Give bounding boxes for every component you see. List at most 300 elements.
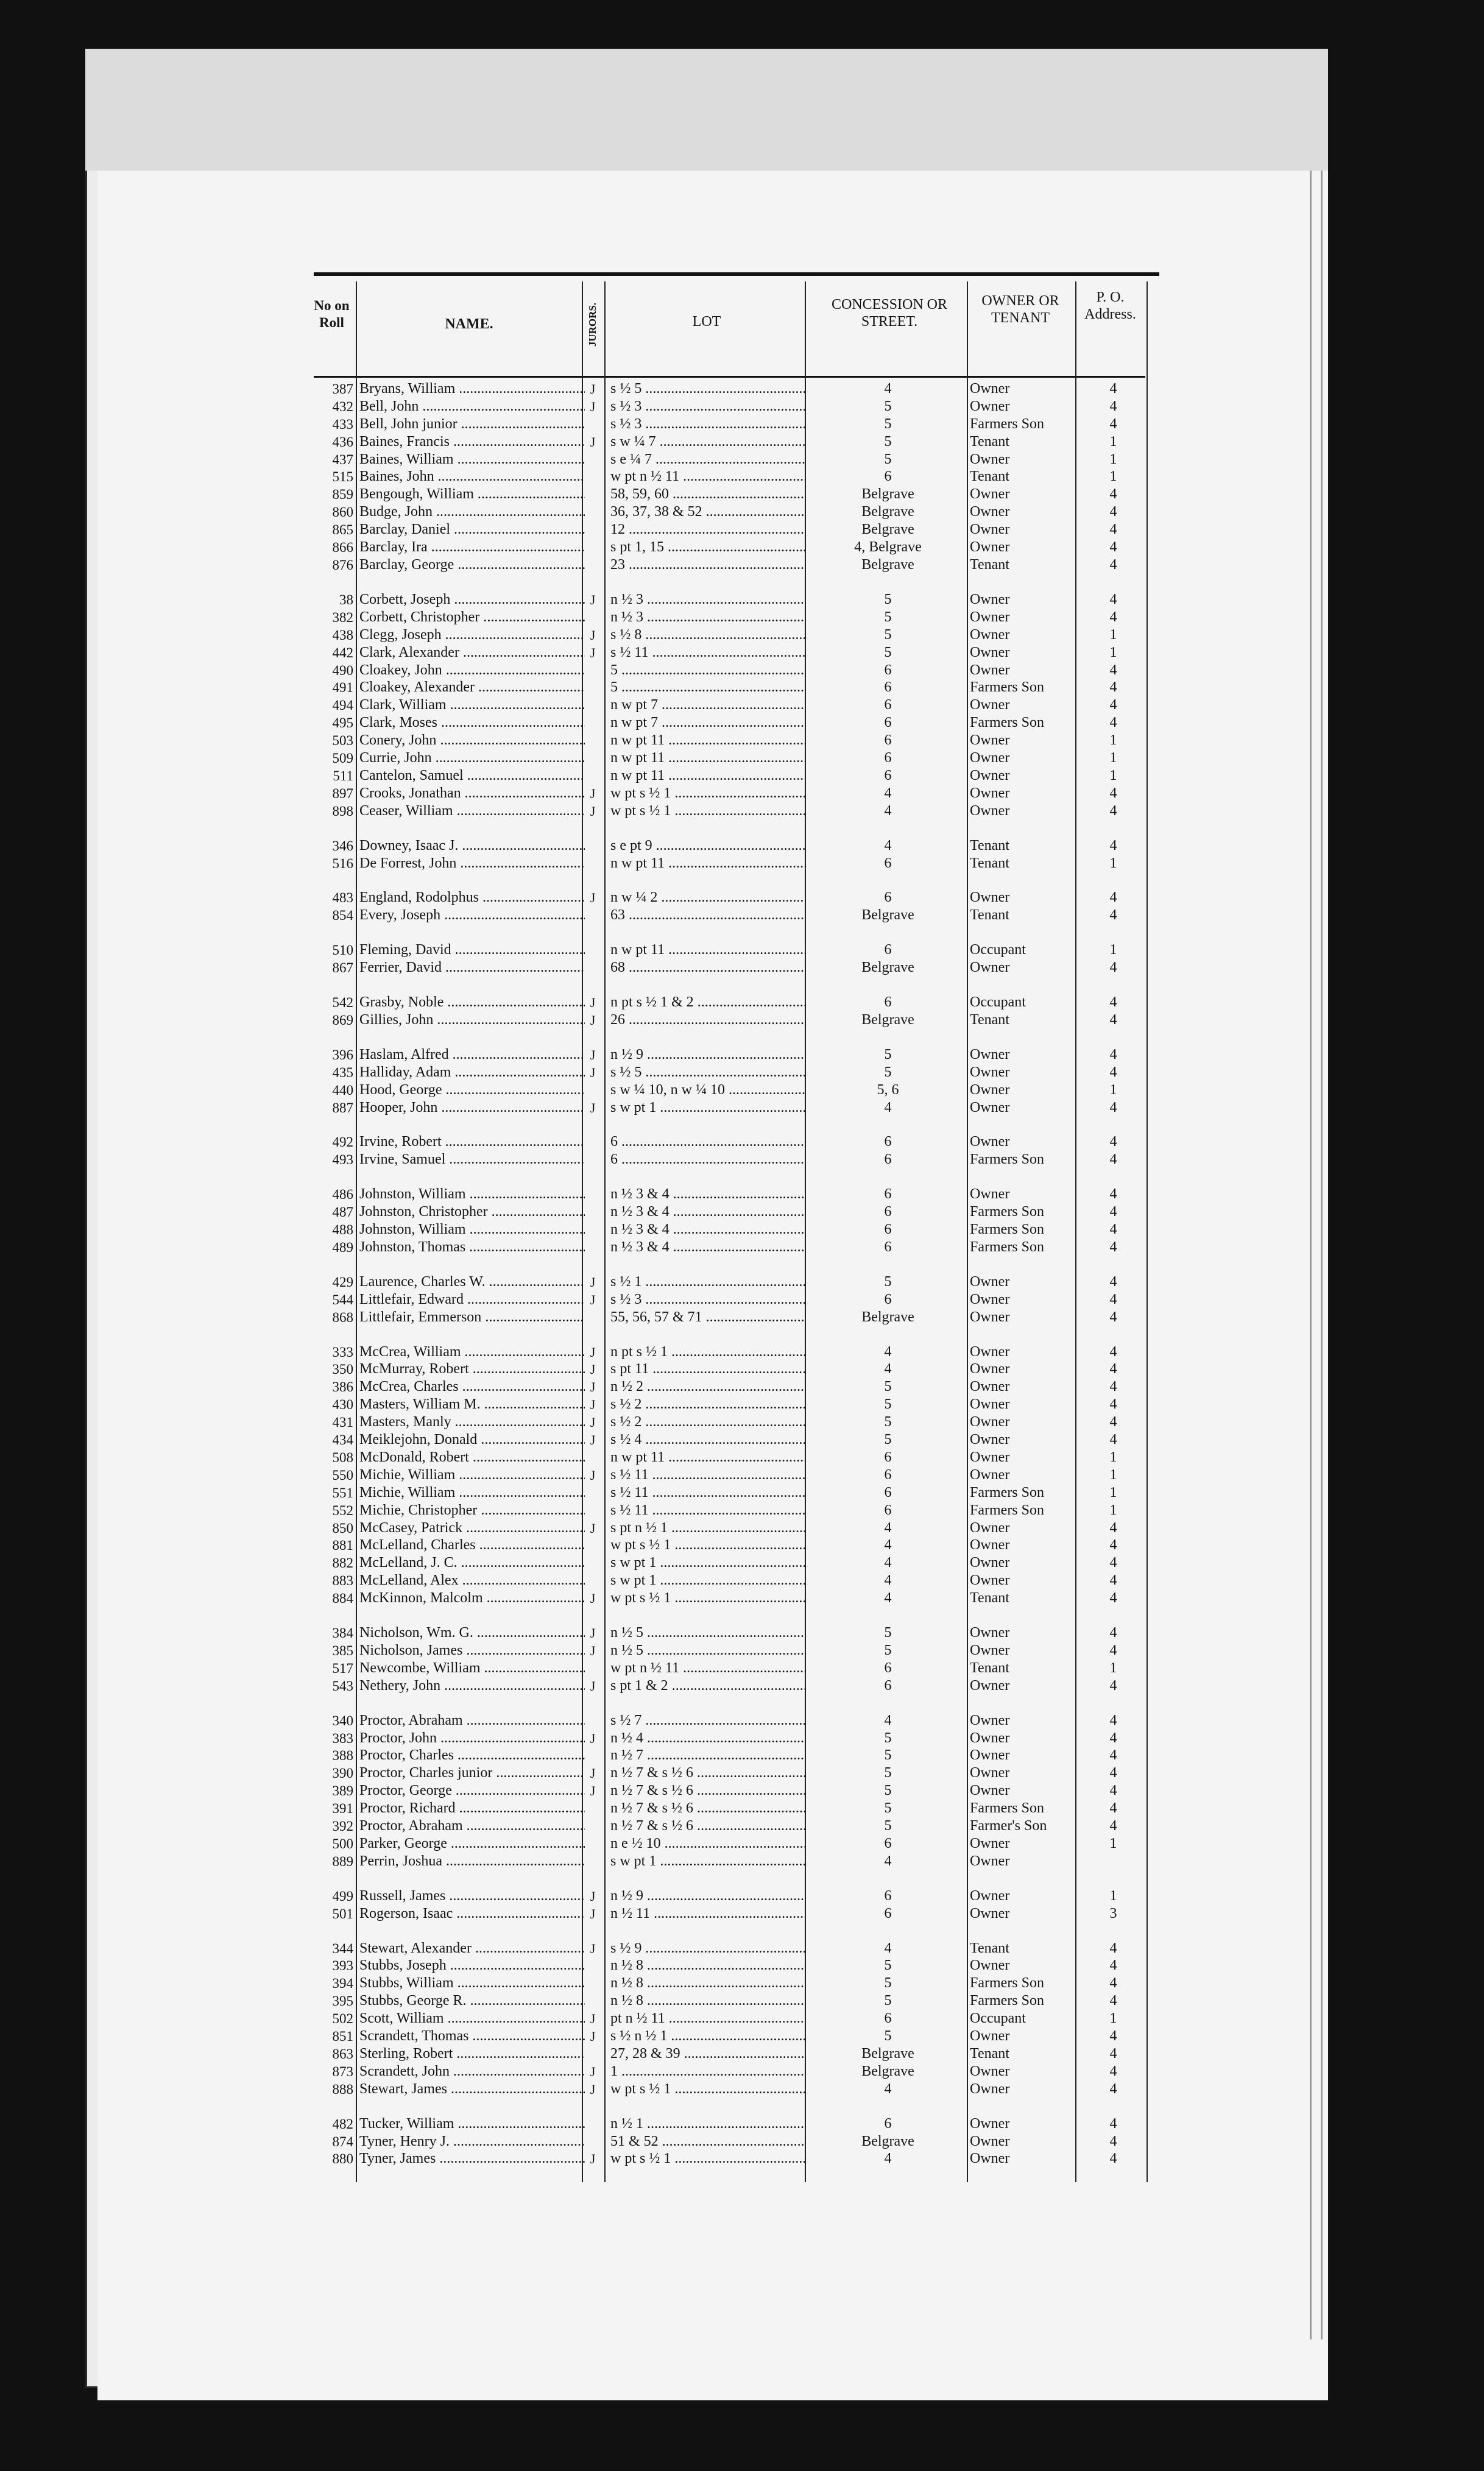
lot-cell: s ½ 3 .....: [610, 415, 805, 433]
owner-tenant-cell: Owner: [970, 398, 1010, 414]
roll-number: 888: [332, 2082, 353, 2097]
lot-cell: n ½ 4 .....: [610, 1730, 805, 1747]
roll-number: 543: [332, 1678, 353, 1694]
name-cell: Nethery, John .....: [359, 1677, 585, 1695]
lot-cell: s ½ 11 .....: [610, 1466, 805, 1484]
roll-number: 392: [332, 1819, 353, 1834]
lot-cell: n ½ 11 .....: [610, 1905, 805, 1923]
roll-number: 851: [332, 2029, 353, 2044]
roll-number: 869: [332, 1013, 353, 1028]
po-address-cell: 4: [1109, 1783, 1117, 1798]
roll-number: 499: [332, 1889, 353, 1904]
owner-tenant-cell: Owner: [970, 539, 1010, 555]
owner-tenant-cell: Tenant: [970, 1940, 1009, 1956]
name-cell: Barclay, Ira .....: [359, 539, 585, 556]
concession-cell: 6: [884, 1186, 892, 1202]
juror-mark: J: [590, 1678, 596, 1694]
lot-cell: s pt 11 .....: [610, 1360, 805, 1378]
roll-number: 493: [332, 1152, 353, 1167]
concession-cell: 5: [884, 1800, 892, 1816]
lot-cell: n ½ 8 .....: [610, 1974, 805, 1992]
concession-cell: Belgrave: [861, 960, 914, 975]
po-address-cell: 1: [1109, 627, 1117, 643]
concession-cell: 4: [884, 1555, 892, 1571]
header-no-on-roll: No on Roll: [314, 298, 350, 330]
name-cell: Hood, George .....: [359, 1081, 585, 1099]
concession-cell: 4: [884, 1520, 892, 1536]
lot-cell: n ½ 5 .....: [610, 1642, 805, 1660]
name-cell: Rogerson, Isaac .....: [359, 1905, 585, 1923]
owner-tenant-cell: Owner: [970, 1555, 1010, 1571]
roll-number: 430: [332, 1397, 353, 1412]
roll-number: 881: [332, 1538, 353, 1553]
owner-tenant-cell: Owner: [970, 1836, 1010, 1851]
name-cell: Tucker, William .....: [359, 2115, 585, 2133]
roll-number: 387: [332, 381, 353, 397]
po-address-cell: 4: [1109, 1012, 1117, 1028]
lot-cell: 6 .....: [610, 1151, 805, 1168]
name-cell: McKinnon, Malcolm .....: [359, 1589, 585, 1607]
concession-cell: 6: [884, 1221, 892, 1237]
roll-number: 867: [332, 960, 353, 975]
owner-tenant-cell: Owner: [970, 697, 1010, 713]
lot-cell: n ½ 7 & s ½ 6 .....: [610, 1782, 805, 1800]
juror-mark: J: [590, 1397, 596, 1412]
juror-mark: J: [590, 2082, 596, 2097]
concession-cell: 4: [884, 381, 892, 397]
roll-number: 490: [332, 663, 353, 678]
owner-tenant-cell: Owner: [970, 2116, 1010, 2132]
roll-number: 38: [339, 592, 353, 607]
owner-tenant-cell: Tenant: [970, 1012, 1009, 1028]
po-address-cell: 4: [1109, 1414, 1117, 1430]
concession-cell: 6: [884, 1906, 892, 1921]
name-cell: Grasby, Noble .....: [359, 994, 585, 1011]
juror-mark: J: [590, 1766, 596, 1781]
owner-tenant-cell: Owner: [970, 1309, 1010, 1325]
name-cell: Stubbs, George R. .....: [359, 1992, 585, 2010]
roll-number: 515: [332, 469, 353, 484]
po-address-cell: 4: [1109, 994, 1117, 1010]
roll-number: 396: [332, 1047, 353, 1062]
po-address-cell: 4: [1109, 2133, 1117, 2149]
lot-cell: n w pt 11 .....: [610, 1449, 805, 1466]
juror-mark: J: [590, 1345, 596, 1360]
owner-tenant-cell: Owner: [970, 609, 1010, 625]
concession-cell: 6: [884, 1239, 892, 1255]
po-address-cell: 1: [1109, 732, 1117, 748]
lot-cell: s ½ 4 .....: [610, 1431, 805, 1449]
owner-tenant-cell: Owner: [970, 1292, 1010, 1307]
name-cell: Ceaser, William .....: [359, 802, 585, 820]
lot-cell: 1 .....: [610, 2063, 805, 2080]
name-cell: Littlefair, Edward .....: [359, 1291, 585, 1309]
po-address-cell: 1: [1109, 1467, 1117, 1483]
name-cell: Littlefair, Emmerson .....: [359, 1309, 585, 1326]
lot-cell: n ½ 9 .....: [610, 1046, 805, 1064]
po-address-cell: 4: [1109, 960, 1117, 975]
juror-mark: J: [590, 1379, 596, 1395]
juror-mark: J: [590, 2011, 596, 2026]
name-cell: Every, Joseph .....: [359, 907, 585, 924]
owner-tenant-cell: Owner: [970, 1396, 1010, 1412]
name-cell: Cantelon, Samuel .....: [359, 767, 585, 785]
owner-tenant-cell: Tenant: [970, 855, 1009, 871]
roll-number: 386: [332, 1379, 353, 1395]
po-address-cell: 4: [1109, 398, 1117, 414]
owner-tenant-cell: Owner: [970, 1713, 1010, 1728]
po-address-cell: 4: [1109, 838, 1117, 854]
owner-tenant-cell: Tenant: [970, 468, 1009, 484]
name-cell: Sterling, Robert .....: [359, 2045, 585, 2063]
roll-number: 873: [332, 2064, 353, 2079]
owner-tenant-cell: Owner: [970, 1642, 1010, 1658]
roll-number: 495: [332, 715, 353, 730]
lot-cell: w pt s ½ 1 .....: [610, 1536, 805, 1554]
concession-cell: 6: [884, 2116, 892, 2132]
name-cell: Corbett, Christopher .....: [359, 609, 585, 626]
name-cell: Parker, George .....: [359, 1835, 585, 1853]
roll-number: 384: [332, 1625, 353, 1641]
lot-cell: n ½ 3 & 4 .....: [610, 1239, 805, 1256]
po-address-cell: 4: [1109, 2116, 1117, 2132]
owner-tenant-cell: Owner: [970, 381, 1010, 397]
concession-cell: Belgrave: [861, 2046, 914, 2062]
po-address-cell: 4: [1109, 1625, 1117, 1641]
concession-cell: 5: [884, 1642, 892, 1658]
owner-tenant-cell: Owner: [970, 1344, 1010, 1360]
name-cell: England, Rodolphus .....: [359, 889, 585, 907]
roll-number: 393: [332, 1958, 353, 1973]
roll-number: 394: [332, 1976, 353, 1991]
name-cell: Baines, John .....: [359, 468, 585, 486]
owner-tenant-cell: Owner: [970, 1186, 1010, 1202]
name-cell: Masters, William M. .....: [359, 1396, 585, 1413]
concession-cell: 5: [884, 627, 892, 643]
po-address-cell: 4: [1109, 1975, 1117, 1991]
concession-cell: 4: [884, 1713, 892, 1728]
roll-number: 350: [332, 1362, 353, 1377]
po-address-cell: 4: [1109, 803, 1117, 819]
po-address-cell: 3: [1109, 1906, 1117, 1921]
concession-cell: Belgrave: [861, 521, 914, 537]
po-address-cell: 1: [1109, 768, 1117, 783]
owner-tenant-cell: Tenant: [970, 434, 1009, 450]
po-address-cell: 4: [1109, 1361, 1117, 1377]
owner-tenant-cell: Farmers Son: [970, 416, 1044, 432]
po-address-cell: 4: [1109, 504, 1117, 520]
owner-tenant-cell: Owner: [970, 1467, 1010, 1483]
concession-cell: 5: [884, 451, 892, 467]
po-address-cell: 4: [1109, 1730, 1117, 1746]
owner-tenant-cell: Farmers Son: [970, 1800, 1044, 1816]
owner-tenant-cell: Farmers Son: [970, 679, 1044, 695]
concession-cell: 6: [884, 855, 892, 871]
concession-cell: 5: [884, 2028, 892, 2044]
po-address-cell: 4: [1109, 2028, 1117, 2044]
lot-cell: s ½ 3 .....: [610, 398, 805, 415]
concession-cell: Belgrave: [861, 2063, 914, 2079]
owner-tenant-cell: Farmers Son: [970, 1502, 1044, 1518]
name-cell: Perrin, Joshua .....: [359, 1853, 585, 1870]
owner-tenant-cell: Owner: [970, 627, 1010, 643]
lot-cell: s ½ 11 .....: [610, 1484, 805, 1502]
lot-cell: 55, 56, 57 & 71 .....: [610, 1309, 805, 1326]
lot-cell: n ½ 2 .....: [610, 1378, 805, 1396]
lot-cell: w pt s ½ 1 .....: [610, 785, 805, 802]
name-cell: De Forrest, John .....: [359, 855, 585, 872]
lot-cell: n e ½ 10 .....: [610, 1835, 805, 1853]
lot-cell: 58, 59, 60 .....: [610, 486, 805, 503]
roll-number: 489: [332, 1240, 353, 1255]
roll-number: 508: [332, 1450, 353, 1465]
name-cell: Bell, John .....: [359, 398, 585, 415]
juror-mark: J: [590, 627, 596, 643]
owner-tenant-cell: Owner: [970, 1625, 1010, 1641]
name-cell: Stewart, James .....: [359, 2080, 585, 2098]
owner-tenant-cell: Owner: [970, 960, 1010, 975]
concession-cell: 5: [884, 416, 892, 432]
concession-cell: 6: [884, 1485, 892, 1501]
owner-tenant-cell: Owner: [970, 1082, 1010, 1098]
concession-cell: 5: [884, 592, 892, 607]
po-address-cell: 1: [1109, 451, 1117, 467]
name-cell: Barclay, George .....: [359, 556, 585, 574]
concession-cell: 5, 6: [877, 1082, 899, 1098]
roll-number: 333: [332, 1345, 353, 1360]
po-address-cell: 4: [1109, 1379, 1117, 1395]
roll-number: 550: [332, 1468, 353, 1483]
roll-number: 552: [332, 1503, 353, 1518]
roll-number: 486: [332, 1187, 353, 1202]
lot-cell: 5 .....: [610, 662, 805, 679]
po-address-cell: 1: [1109, 1449, 1117, 1465]
juror-mark: J: [590, 434, 596, 450]
concession-cell: 6: [884, 697, 892, 713]
juror-mark: J: [590, 1274, 596, 1290]
lot-cell: w pt s ½ 1 .....: [610, 802, 805, 820]
name-cell: Budge, John .....: [359, 503, 585, 521]
roll-number: 346: [332, 838, 353, 854]
po-address-cell: 4: [1109, 1537, 1117, 1553]
po-address-cell: 4: [1109, 1993, 1117, 2009]
concession-cell: 4: [884, 1853, 892, 1869]
header-name: NAME.: [445, 316, 493, 332]
roll-number: 437: [332, 452, 353, 467]
lot-cell: n ½ 8 .....: [610, 1957, 805, 1974]
concession-cell: 6: [884, 994, 892, 1010]
owner-tenant-cell: Owner: [970, 889, 1010, 905]
roll-number: 551: [332, 1485, 353, 1501]
po-address-cell: 4: [1109, 1572, 1117, 1588]
concession-cell: 6: [884, 1151, 892, 1167]
roll-number: 884: [332, 1591, 353, 1606]
po-address-cell: 4: [1109, 1151, 1117, 1167]
lot-cell: 51 & 52 .....: [610, 2133, 805, 2151]
lot-cell: s ½ n ½ 1 .....: [610, 2027, 805, 2045]
header-concession: CONCESSION OR STREET.: [831, 297, 948, 330]
roll-number: 883: [332, 1573, 353, 1588]
owner-tenant-cell: Owner: [970, 592, 1010, 607]
name-cell: Clark, William .....: [359, 696, 585, 714]
lot-cell: n ½ 1 .....: [610, 2115, 805, 2133]
po-address-cell: 1: [1109, 1502, 1117, 1518]
lot-cell: s e pt 9 .....: [610, 837, 805, 855]
owner-tenant-cell: Occupant: [970, 2010, 1026, 2026]
header-po-address: P. O. Address.: [1084, 289, 1136, 322]
name-cell: McLelland, Alex .....: [359, 1572, 585, 1589]
concession-cell: 6: [884, 1449, 892, 1465]
name-cell: Proctor, John .....: [359, 1730, 585, 1747]
roll-number: 866: [332, 540, 353, 555]
concession-cell: 5: [884, 1975, 892, 1991]
po-address-cell: 4: [1109, 1396, 1117, 1412]
roll-number: 433: [332, 417, 353, 432]
concession-cell: 5: [884, 645, 892, 660]
concession-cell: 4: [884, 1361, 892, 1377]
juror-mark: J: [590, 2151, 596, 2166]
owner-tenant-cell: Owner: [970, 1100, 1010, 1115]
po-address-cell: 4: [1109, 1800, 1117, 1816]
lot-cell: s ½ 3 .....: [610, 1291, 805, 1309]
concession-cell: 6: [884, 768, 892, 783]
name-cell: Johnston, William .....: [359, 1221, 585, 1239]
po-address-cell: 4: [1109, 521, 1117, 537]
roll-number: 432: [332, 399, 353, 414]
po-address-cell: 1: [1109, 2010, 1117, 2026]
name-cell: Laurence, Charles W. .....: [359, 1273, 585, 1291]
owner-tenant-cell: Tenant: [970, 2046, 1009, 2062]
lot-cell: 63 .....: [610, 907, 805, 924]
po-address-cell: 4: [1109, 1678, 1117, 1694]
po-address-cell: 4: [1109, 486, 1117, 502]
lot-cell: n ½ 3 & 4 .....: [610, 1186, 805, 1203]
owner-tenant-cell: Owner: [970, 645, 1010, 660]
concession-cell: 6: [884, 1204, 892, 1220]
lot-cell: 36, 37, 38 & 52 .....: [610, 503, 805, 521]
po-address-cell: 4: [1109, 2063, 1117, 2079]
po-address-cell: 4: [1109, 381, 1117, 397]
concession-cell: 6: [884, 889, 892, 905]
lot-cell: n ½ 3 .....: [610, 591, 805, 609]
roll-number: 383: [332, 1731, 353, 1746]
roll-number: 503: [332, 733, 353, 748]
juror-mark: J: [590, 1362, 596, 1377]
roll-number: 494: [332, 698, 353, 713]
owner-tenant-cell: Owner: [970, 2081, 1010, 2097]
lot-cell: n w ¼ 2 .....: [610, 889, 805, 907]
po-address-cell: 1: [1109, 1888, 1117, 1904]
roll-number: 438: [332, 627, 353, 643]
roll-number: 511: [333, 768, 353, 783]
po-address-cell: 4: [1109, 539, 1117, 555]
juror-mark: J: [590, 1941, 596, 1956]
concession-cell: 5: [884, 1993, 892, 2009]
roll-number: 509: [332, 751, 353, 766]
roll-number: 876: [332, 557, 353, 573]
juror-mark: J: [590, 1013, 596, 1028]
name-cell: Scrandett, John .....: [359, 2063, 585, 2080]
name-cell: Michie, William .....: [359, 1484, 585, 1502]
juror-mark: J: [590, 592, 596, 607]
name-cell: Downey, Isaac J. .....: [359, 837, 585, 855]
juror-mark: J: [590, 890, 596, 905]
juror-mark: J: [590, 1415, 596, 1430]
owner-tenant-cell: Owner: [970, 521, 1010, 537]
name-cell: Clark, Alexander .....: [359, 644, 585, 662]
lot-cell: s ½ 8 .....: [610, 626, 805, 644]
lot-cell: n ½ 7 & s ½ 6 .....: [610, 1817, 805, 1835]
owner-tenant-cell: Owner: [970, 1537, 1010, 1553]
concession-cell: 5: [884, 1957, 892, 1973]
roll-number: 435: [332, 1065, 353, 1080]
concession-cell: 5: [884, 1747, 892, 1763]
concession-cell: 6: [884, 1134, 892, 1150]
lot-cell: 23 .....: [610, 556, 805, 574]
po-address-cell: 4: [1109, 679, 1117, 695]
lot-cell: n w pt 11 .....: [610, 749, 805, 767]
name-cell: McCasey, Patrick .....: [359, 1519, 585, 1537]
roll-number: 436: [332, 434, 353, 450]
name-cell: Cloakey, John .....: [359, 662, 585, 679]
concession-cell: 4: [884, 2081, 892, 2097]
po-address-cell: 1: [1109, 750, 1117, 766]
juror-mark: J: [590, 399, 596, 414]
concession-cell: Belgrave: [861, 907, 914, 923]
roll-number: 487: [332, 1204, 353, 1220]
owner-tenant-cell: Farmers Son: [970, 1975, 1044, 1991]
lot-cell: n ½ 3 .....: [610, 609, 805, 626]
roll-number: 854: [332, 908, 353, 923]
roll-number: 502: [332, 2011, 353, 2026]
name-cell: McCrea, Charles .....: [359, 1378, 585, 1396]
name-cell: Meiklejohn, Donald .....: [359, 1431, 585, 1449]
name-cell: Conery, John .....: [359, 732, 585, 749]
owner-tenant-cell: Owner: [970, 1274, 1010, 1290]
roll-number: 391: [332, 1801, 353, 1816]
po-address-cell: 4: [1109, 2151, 1117, 2166]
owner-tenant-cell: Owner: [970, 2028, 1010, 2044]
juror-mark: J: [590, 1889, 596, 1904]
owner-tenant-cell: Owner: [970, 1730, 1010, 1746]
concession-cell: 5: [884, 1432, 892, 1448]
owner-tenant-cell: Farmers Son: [970, 1204, 1044, 1220]
owner-tenant-cell: Owner: [970, 451, 1010, 467]
concession-cell: 4: [884, 1537, 892, 1553]
name-cell: Hooper, John .....: [359, 1099, 585, 1117]
concession-cell: 5: [884, 1396, 892, 1412]
concession-cell: 4: [884, 1940, 892, 1956]
roll-number: 868: [332, 1310, 353, 1325]
roll-number: 898: [332, 804, 353, 819]
po-address-cell: 1: [1109, 942, 1117, 958]
owner-tenant-cell: Owner: [970, 1379, 1010, 1395]
po-address-cell: 4: [1109, 1940, 1117, 1956]
name-cell: Nicholson, James .....: [359, 1642, 585, 1660]
roll-number: 488: [332, 1222, 353, 1237]
owner-tenant-cell: Owner: [970, 2151, 1010, 2166]
po-address-cell: 4: [1109, 907, 1117, 923]
po-address-cell: 4: [1109, 662, 1117, 678]
lot-cell: s ½ 1 .....: [610, 1273, 805, 1291]
po-address-cell: 4: [1109, 1520, 1117, 1536]
lot-cell: s ½ 11 .....: [610, 644, 805, 662]
owner-tenant-cell: Owner: [970, 1047, 1010, 1062]
name-cell: Ferrier, David .....: [359, 959, 585, 977]
roll-number: 516: [332, 856, 353, 871]
name-cell: Tyner, Henry J. .....: [359, 2133, 585, 2151]
lot-cell: w pt n ½ 11 .....: [610, 468, 805, 486]
